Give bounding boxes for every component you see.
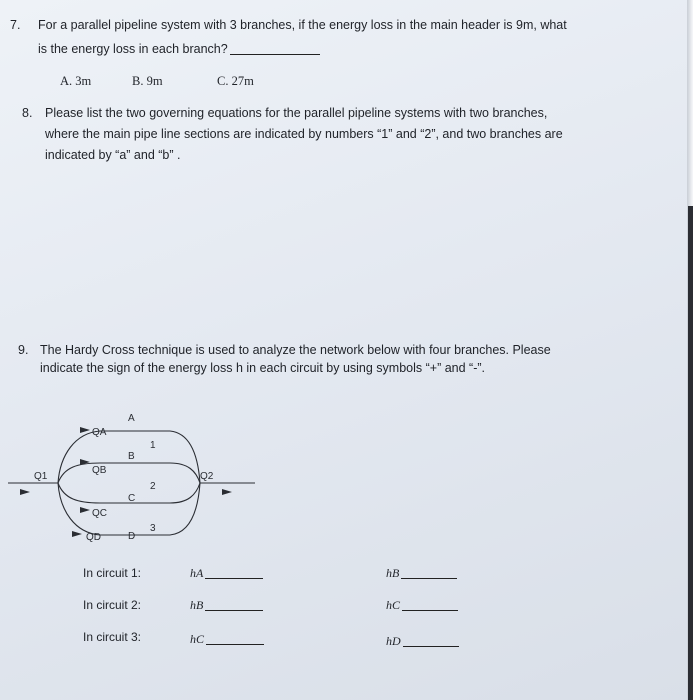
circuit-2-label: In circuit 2:	[83, 598, 142, 612]
circuit-2-left-field[interactable]	[190, 596, 263, 615]
q8-line-1: Please list the two governing equations for the parallel pipeline systems with two branches,	[45, 106, 548, 120]
circuit-3-right-blank	[403, 646, 459, 647]
q7-answer-blank	[230, 54, 320, 55]
circuit-number-2: 2	[150, 481, 156, 492]
flow-d-arrow-icon	[72, 531, 82, 537]
flow-label-qc: QC	[92, 508, 107, 519]
branch-b-pipe	[58, 463, 200, 483]
q8-line-3: indicated by “a” and “b” .	[45, 148, 181, 162]
circuit-1-right-var: hB	[386, 566, 400, 580]
branch-label-a: A	[128, 413, 135, 424]
circuit-2-right-var: hC	[386, 598, 401, 612]
q7-option-c: C. 27m	[217, 74, 254, 88]
circuit-2-left-var: hB	[190, 598, 204, 612]
branch-label-d: D	[128, 531, 136, 542]
circuit-number-3: 3	[150, 523, 156, 534]
branch-label-c: C	[128, 493, 136, 504]
background-edge	[688, 206, 693, 700]
circuit-3-right-field[interactable]	[386, 632, 459, 651]
flow-c-arrow-icon	[80, 507, 90, 513]
circuit-2-left-blank	[205, 610, 263, 611]
circuit-1-label: In circuit 1:	[83, 566, 142, 580]
q8-line-2: where the main pipe line sections are indicated by numbers “1” and “2”, and two branches are	[45, 127, 563, 141]
circuit-3-label: In circuit 3:	[83, 630, 142, 644]
q7-option-b: B. 9m	[132, 74, 163, 88]
q7-line-1: For a parallel pipeline system with 3 branches, if the energy loss in the main header is 9m, what	[38, 18, 567, 32]
inflow-label: Q1	[34, 471, 48, 482]
flow-label-qb: QB	[92, 465, 107, 476]
circuit-number-1: 1	[150, 440, 156, 451]
flow-label-qd: QD	[86, 532, 101, 543]
circuit-1-left-var: hA	[190, 566, 204, 580]
outflow-label: Q2	[200, 471, 214, 482]
outflow-arrow-icon	[222, 489, 232, 495]
q7-number: 7.	[10, 18, 21, 32]
q9-line-2: indicate the sign of the energy loss h in each circuit by using symbols “+” and “-”.	[40, 361, 486, 375]
q7-line-2-text: is the energy loss in each branch?	[38, 42, 228, 56]
q9-number: 9.	[18, 343, 29, 357]
circuit-2-right-field[interactable]	[386, 596, 458, 615]
circuit-3-right-var: hD	[386, 634, 401, 648]
circuit-1-left-field[interactable]	[190, 564, 263, 583]
q9-line-1: The Hardy Cross technique is used to analyze the network below with four branches. Please	[40, 343, 551, 357]
pipe-network-diagram	[0, 405, 260, 555]
circuit-1-left-blank	[205, 578, 263, 579]
circuit-2-right-blank	[402, 610, 458, 611]
inflow-arrow-icon	[20, 489, 30, 495]
circuit-3-left-var: hC	[190, 632, 205, 646]
branch-label-b: B	[128, 451, 135, 462]
circuit-1-right-blank	[401, 578, 457, 579]
circuit-1-right-field[interactable]	[386, 564, 457, 583]
circuit-3-left-blank	[206, 644, 264, 645]
q7-option-a: A. 3m	[60, 74, 92, 88]
flow-label-qa: QA	[92, 427, 107, 438]
branch-d-pipe	[58, 483, 200, 535]
q8-number: 8.	[22, 106, 33, 120]
flow-a-arrow-icon	[80, 427, 90, 433]
q7-line-2	[38, 40, 320, 59]
circuit-3-left-field[interactable]	[190, 630, 264, 649]
